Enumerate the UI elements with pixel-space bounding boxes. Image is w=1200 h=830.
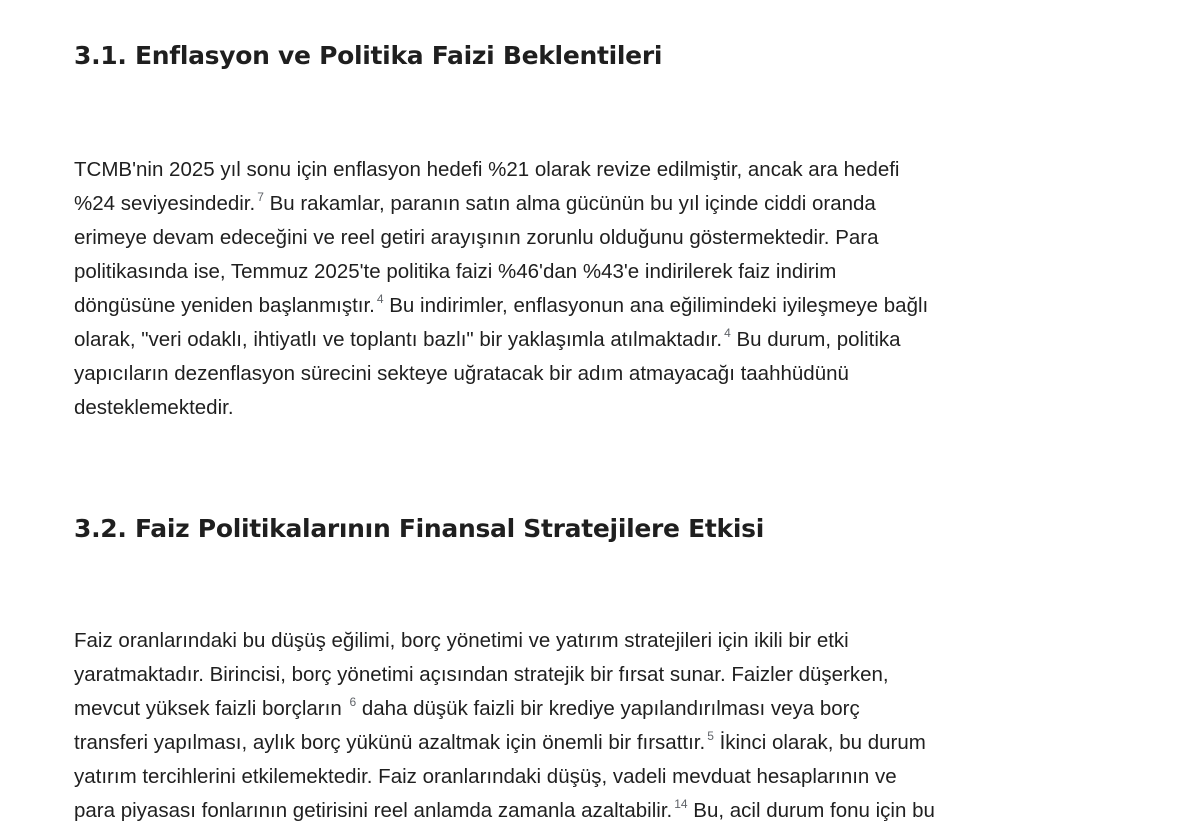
paragraph-line: [74, 692, 935, 726]
line-text: %24 seviyesindedir.: [74, 192, 256, 215]
line-text: mevcut yüksek faizli borçların: [74, 697, 348, 720]
line-text: para piyasası fonlarının getirisini reel anlamda zamanla azaltabilir.: [74, 799, 673, 822]
paragraph-line: [74, 760, 935, 794]
line-text: döngüsüne yeniden başlanmıştır.: [74, 294, 375, 317]
footnote-ref[interactable]: 5: [707, 729, 714, 743]
paragraph-line: [74, 255, 928, 289]
line-text: erimeye devam edeceğini ve reel getiri arayışının zorunlu olduğunu göstermektedir. Para: [74, 226, 879, 249]
line-text: politikasında ise, Temmuz 2025'te politika faizi %46'dan %43'e indirilerek faiz indirim: [74, 260, 837, 283]
line-text: Bu durum, politika: [730, 328, 901, 351]
paragraph-line: [74, 658, 935, 692]
paragraph-3-2: [74, 624, 935, 828]
paragraph-line: [74, 726, 935, 760]
line-text: yatırım tercihlerini etkilemektedir. Faiz oranlarındaki düşüş, vadeli mevduat hesaplarının ve: [74, 765, 897, 788]
section-heading-3-1: 3.1. Enflasyon ve Politika Faizi Beklentileri: [74, 41, 663, 70]
paragraph-line: [74, 624, 935, 658]
line-text: olarak, "veri odaklı, ihtiyatlı ve toplantı bazlı" bir yaklaşımla atılmaktadır.: [74, 328, 723, 351]
paragraph-line: [74, 357, 928, 391]
footnote-ref[interactable]: 14: [674, 797, 688, 811]
paragraph-line: [74, 794, 935, 828]
line-text: Faiz oranlarındaki bu düşüş eğilimi, borç yönetimi ve yatırım stratejileri için ikili bir etki: [74, 629, 849, 652]
line-text: Bu rakamlar, paranın satın alma gücünün bu yıl içinde ciddi oranda: [263, 192, 876, 215]
paragraph-line: [74, 153, 928, 187]
footnote-ref[interactable]: 4: [724, 326, 731, 340]
footnote-ref[interactable]: 4: [376, 292, 384, 306]
paragraph-line: [74, 187, 928, 221]
line-text: daha düşük faizli bir krediye yapılandırılması veya borç: [356, 697, 860, 720]
footnote-ref[interactable]: 6: [349, 695, 357, 709]
line-text: desteklemektedir.: [74, 396, 234, 419]
line-text: İkinci olarak, bu durum: [713, 731, 926, 754]
line-text: yaratmaktadır. Birincisi, borç yönetimi açısından stratejik bir fırsat sunar. Faizler düşerken,: [74, 663, 889, 686]
paragraph-line: [74, 323, 928, 357]
line-text: yapıcıların dezenflasyon sürecini sekteye uğratacak bir adım atmayacağı taahhüdünü: [74, 362, 849, 385]
line-text: Bu indirimler, enflasyonun ana eğilimindeki iyileşmeye bağlı: [383, 294, 929, 317]
footnote-ref[interactable]: 7: [257, 190, 264, 204]
paragraph-line: [74, 221, 928, 255]
line-text: transferi yapılması, aylık borç yükünü azaltmak için önemli bir fırsattır.: [74, 731, 706, 754]
section-heading-3-2: 3.2. Faiz Politikalarının Finansal Stratejilere Etkisi: [74, 514, 764, 543]
paragraph-line: [74, 391, 928, 425]
line-text: TCMB'nin 2025 yıl sonu için enflasyon hedefi %21 olarak revize edilmiştir, ancak ara hedefi: [74, 158, 900, 181]
paragraph-3-1: [74, 153, 928, 425]
line-text: Bu, acil durum fonu için bu: [687, 799, 935, 822]
paragraph-line: [74, 289, 928, 323]
